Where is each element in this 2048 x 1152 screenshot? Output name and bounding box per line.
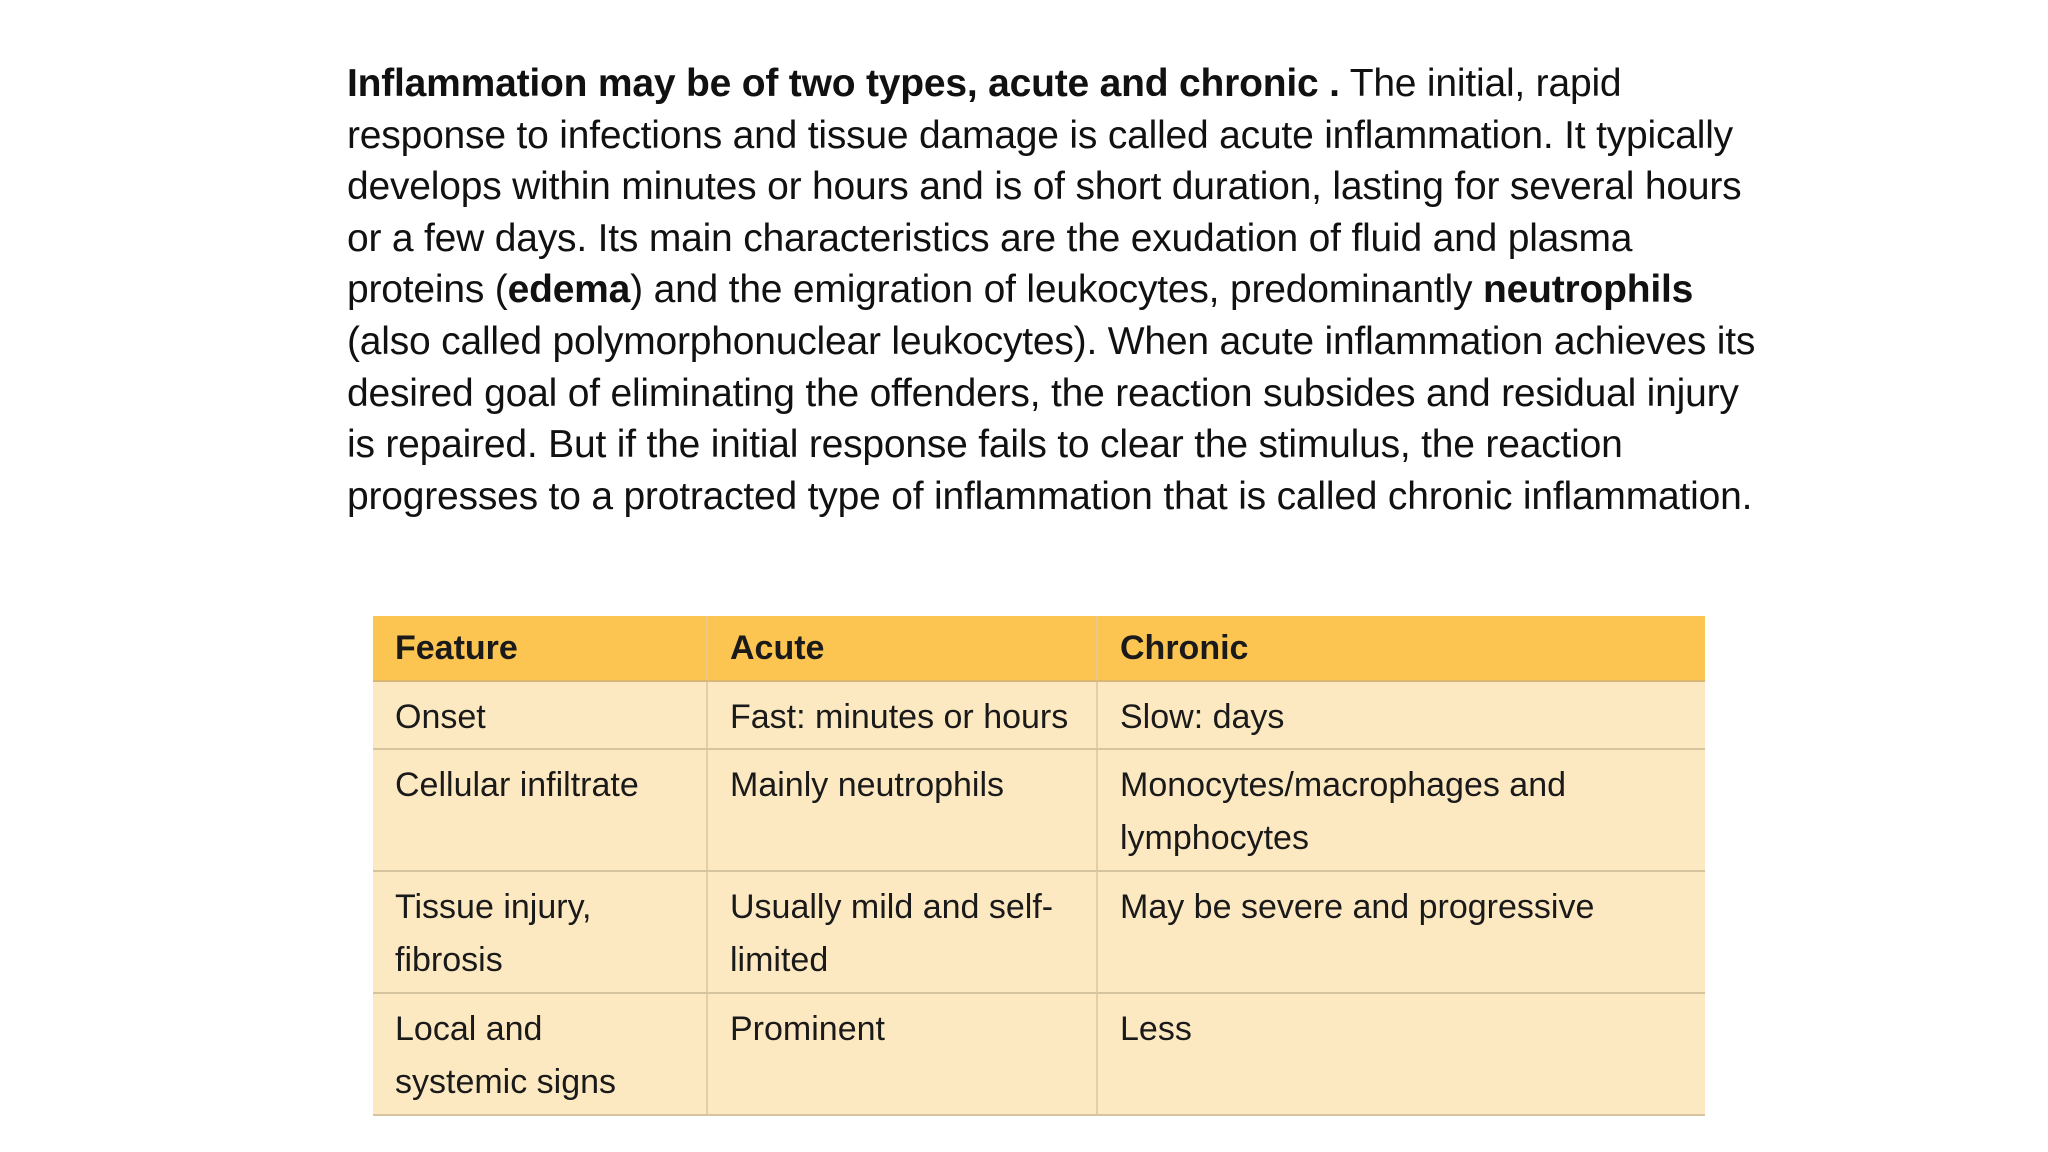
cell-acute: Mainly neutrophils xyxy=(707,749,1097,871)
paragraph-text-2: ) and the emigration of leukocytes, predominantly xyxy=(630,268,1483,312)
cell-acute: Fast: minutes or hours xyxy=(707,681,1097,749)
cell-feature: Local and systemic signs xyxy=(373,993,707,1115)
cell-chronic: Less xyxy=(1097,993,1705,1115)
header-feature: Feature xyxy=(373,616,707,681)
cell-acute: Usually mild and self-limited xyxy=(707,871,1097,993)
paragraph-text-3: (also called polymorphonuclear leukocytes). When acute inflammation achieves its desired goal of eliminating the offenders, the reaction subsides and residual injury is repaired. But if the initial response fails to clear the stimulus, the reaction progresses to a protracted type of inflammation that is called chronic inflammation. xyxy=(347,319,1756,518)
cell-feature: Tissue injury, fibrosis xyxy=(373,871,707,993)
cell-chronic: May be severe and progressive xyxy=(1097,871,1705,993)
table-header-row xyxy=(373,616,1705,681)
header-acute: Acute xyxy=(707,616,1097,681)
acute-vs-chronic-table xyxy=(373,616,1705,1116)
table-row xyxy=(373,871,1705,993)
paragraph-bold-edema: edema xyxy=(507,268,631,312)
cell-chronic: Slow: days xyxy=(1097,681,1705,749)
header-chronic: Chronic xyxy=(1097,616,1705,681)
cell-acute: Prominent xyxy=(707,993,1097,1115)
cell-feature: Onset xyxy=(373,681,707,749)
paragraph-text-1: The initial, rapid response to infections and tissue damage is called acute inflammation. It typically develops within minutes or hours and is of short duration, lasting for several hours or a few days. Its main characteristics are the exudation of fluid and plasma proteins ( xyxy=(347,62,1742,312)
cell-chronic: Monocytes/macrophages and lymphocytes xyxy=(1097,749,1705,871)
cell-feature: Cellular infiltrate xyxy=(373,749,707,871)
comparison-table-container xyxy=(373,616,1705,1110)
table-row xyxy=(373,749,1705,871)
paragraph-bold-neutrophils: neutrophils xyxy=(1482,268,1694,312)
intro-paragraph xyxy=(347,58,1767,522)
table-row xyxy=(373,993,1705,1115)
paragraph-bold-intro: Inflammation may be of two types, acute and chronic . xyxy=(347,62,1340,105)
table-row xyxy=(373,681,1705,749)
